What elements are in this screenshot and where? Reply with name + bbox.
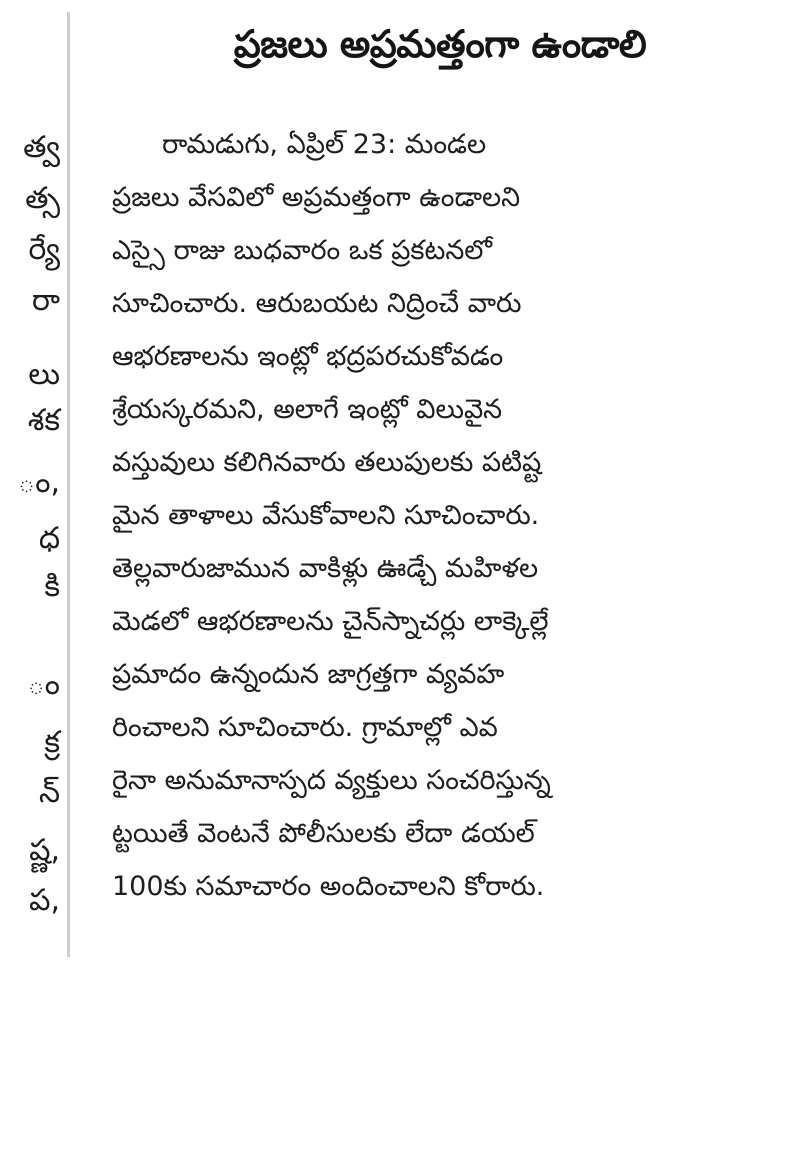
article-line: రైనా అనుమానాస్పద వ్యక్తులు సంచరిస్తున్న [112, 765, 551, 796]
article-line: రామడుగు, ఏప్రిల్ 23: మండల [162, 129, 487, 160]
article-body [112, 118, 724, 913]
article-headline: ప్రజలు అప్రమత్తంగా ఉండాలి [233, 22, 647, 66]
column-divider [67, 12, 70, 957]
fragment-line: ప, [29, 883, 60, 918]
article-line: వస్తువులు కలిగినవారు తలుపులకు పటిష్ట [112, 447, 542, 478]
article-line: మెడలో ఆభరణాలను చైన్‌స్నాచర్లు లాక్కెల్లే [112, 606, 549, 637]
article-line: 100కు సమాచారం అందించాలని కోరారు. [112, 871, 545, 902]
fragment-line: రా [31, 283, 60, 318]
fragment-line: కి [44, 569, 60, 604]
article-line: మైన తాళాలు వేసుకోవాలని సూచించారు. [112, 500, 540, 531]
fragment-line: త్స [25, 181, 60, 216]
article-line: ఆభరణాలను ఇంట్లో భద్రపరచుకోవడం [112, 341, 504, 372]
fragment-line: న్ [38, 775, 60, 810]
fragment-line: క్ర [44, 725, 60, 760]
fragment-line: ష్ణ, [29, 833, 60, 868]
fragment-line: త్వ [23, 130, 60, 165]
fragment-line: ధ [38, 521, 60, 556]
fragment-line: ం, [17, 465, 60, 500]
article-line: ఎస్సై రాజు బుధవారం ఒక ప్రకటనలో [112, 235, 493, 266]
article-line: ప్రజలు వేసవిలో అప్రమత్తంగా ఉండాలని [112, 182, 521, 213]
article-line: తెల్లవారుజామున వాకిళ్లు ఊడ్చే మహిళల [112, 553, 539, 584]
article-line: ట్టయితే వెంటనే పోలీసులకు లేదా డయల్ [112, 818, 535, 849]
adjacent-column-fragment [0, 0, 62, 1163]
fragment-line: ర్యే [28, 232, 60, 267]
article-line: శ్రేయస్కరమని, అలాగే ఇంట్లో విలువైన [112, 394, 503, 425]
fragment-line: లు [28, 357, 60, 392]
article-line: సూచించారు. ఆరుబయట నిద్రించే వారు [112, 288, 522, 319]
fragment-line: ం [27, 667, 60, 702]
article-line: ప్రమాదం ఉన్నందున జాగ్రత్తగా వ్యవహ [112, 659, 505, 690]
fragment-line: శక [27, 403, 60, 438]
article-line: రించాలని సూచించారు. గ్రామాల్లో ఎవ [112, 712, 498, 743]
